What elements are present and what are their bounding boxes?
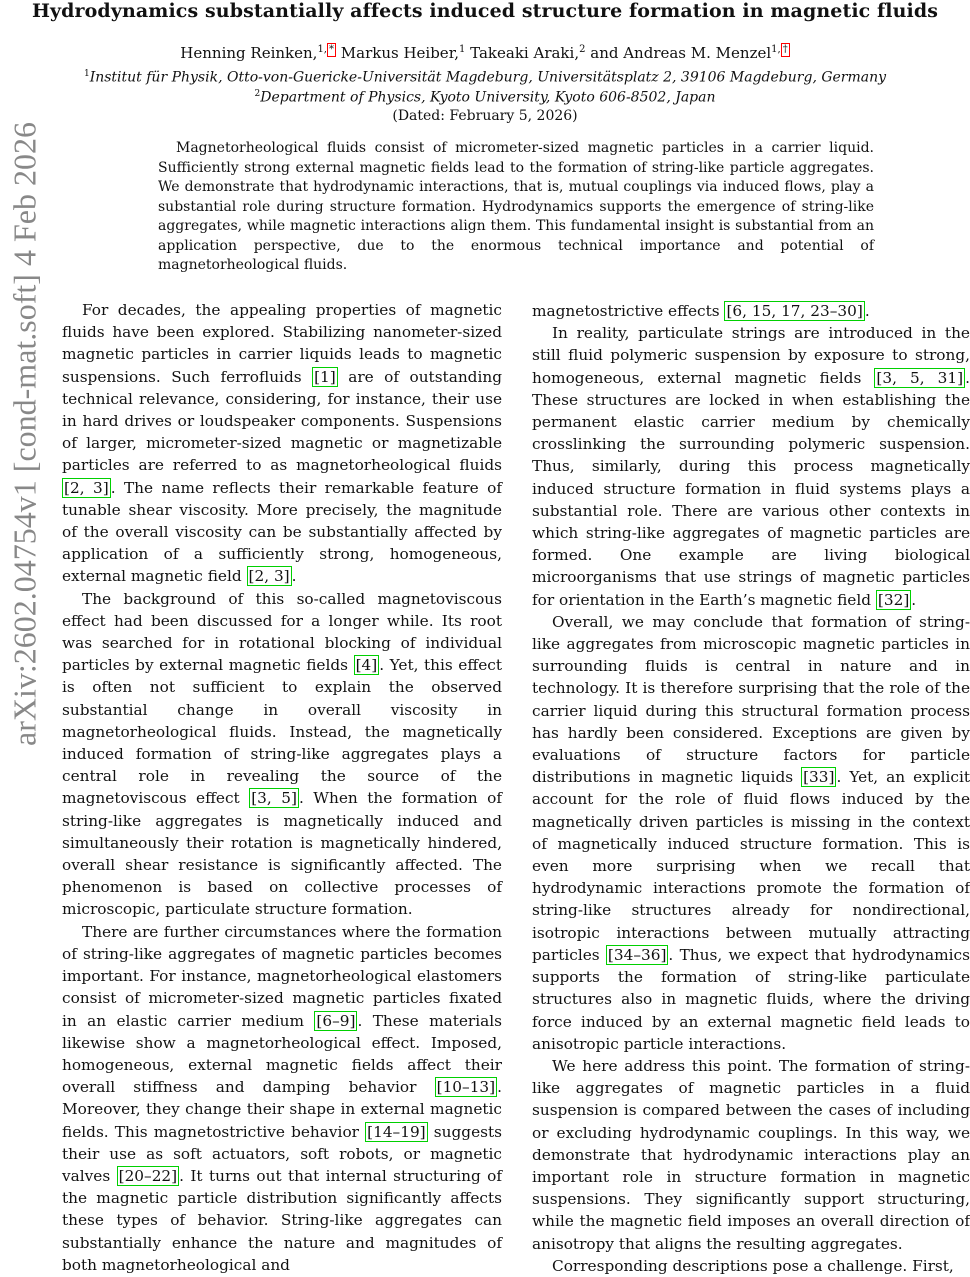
citation-link[interactable]: [20–22] [118, 1166, 178, 1185]
paragraph: For decades, the appealing properties of magnetic fluids have been explored. Stabilizing nanometer-sized magnetic particles in carrier liquids leads to magnetic suspensions. Such ferrofluids [1] are of outstanding technical relevance, considering, for instance, their use in hard drives or loudspeaker components. Suspensions of larger, micrometer-sized magnetic or magnetizable particles are referred to as magnetorheological fluids [2, 3] . The name reflects their remarkable feature of tunable shear viscosity. More precisely, the magnitude of the overall viscosity can be substantially affected by application of a sufficiently strong, homogeneous, external magnetic field [2, 3] . [62, 301, 502, 586]
citation-link[interactable]: [10–13] [436, 1078, 496, 1097]
date-line: (Dated: February 5, 2026) [392, 108, 578, 124]
body-column-left [62, 299, 502, 1276]
author: Henning Reinken,$^{1,}$ * [180, 44, 334, 62]
paragraph: Overall, we may conclude that formation of string-like aggregates from microscopic magnetic particles in surrounding fluids is central in nature and in technology. It is therefore surprising that the role of the carrier liquid during this structural formation process has hardly been considered. Exceptions are given by evaluations of structure factors for particle distributions in magnetic liquids [33] . Yet, an explicit account for the role of fluid flows induced by the magnetically driven particles is missing in the context of magnetically induced structure formation. This is even more surprising when we recall that hydrodynamic interactions promote the formation of string-like structures already for nondirectional, isotropic interactions between mutually attracting particles [34–36] . Thus, we expect that hydrodynamics supports the formation of string-like particulate structures also in magnetic fluids, where the driving force induced by an external magnetic field leads to anisotropic particle interactions. [532, 612, 970, 1053]
citation-link[interactable]: [2, 3] [64, 478, 109, 497]
citation-link[interactable]: [32] [877, 590, 910, 609]
affiliation: $^1$Institut für Physik, Otto-von-Guericke-Universität Magdeburg, Universitätsplatz 2, 39106 Magdeburg, Germany [83, 69, 887, 86]
citation-link[interactable]: [1] [314, 367, 336, 386]
citation-link[interactable]: [3, 5, 31] [876, 368, 964, 387]
paragraph: The background of this so-called magnetoviscous effect had been discussed for a longer while. Its root was searched for in rotational blocking of individual particles by external magnetic fields [4] . Yet, this effect is often not sufficient to explain the observed substantial change in overall viscosity in magnetorheological fluids. Instead, the magnetically induced formation of string-like aggregates plays a central role in revealing the source of the magnetoviscous effect [3, 5] . When the formation of string-like aggregates is magnetically induced and simultaneously their rotation is magnetically hindered, overall shear resistance is significantly affected. The phenomenon is based on collective processes of microscopic, particulate structure formation. [62, 589, 502, 919]
author-list [0, 43, 970, 62]
citation-link[interactable]: [34–36] [607, 945, 667, 964]
paragraph: In reality, particulate strings are introduced in the still fluid polymeric suspension by exposure to strong, homogeneous, external magnetic fields [3, 5, 31] . These structures are locked in when establishing the permanent elastic carrier medium by chemically crosslinking the surrounding polymeric suspension. Thus, similarly, during this process magnetically induced structure formation in fluid systems plays a substantial role. There are various other contexts in which string-like aggregates of magnetic particles are formed. One example are living biological microorganisms that use strings of magnetic particles for orientation in the Earth’s magnetic field [32] . [532, 324, 970, 609]
paragraph: Corresponding descriptions pose a challenge. First, [552, 1256, 954, 1275]
abstract: Magnetorheological fluids consist of micrometer-sized magnetic particles in a carrier liquid. Sufficiently strong external magnetic fields lead to the formation of string-like particle aggregates. We demonstrate that hydrodynamic interactions, that is, mutual couplings via induced flows, play a substantial role during structure formation. Hydrodynamics supports the emergence of string-like aggregates, while magnetic interactions align them. This fundamental insight is substantial from an application perspective, due to the enormous technical importance and potential of magnetorheological fluids. [158, 140, 874, 273]
citation-link[interactable]: [6, 15, 17, 23–30] [726, 302, 863, 320]
citation-link[interactable]: [4] [355, 656, 378, 675]
paper-title: Hydrodynamics substantially affects induced structure formation in magnetic fluids [31, 0, 939, 22]
paragraph: There are further circumstances where the formation of string-like aggregates of magnetic particles becomes important. For instance, magnetorheological elastomers consist of micrometer-sized magnetic particles fixated in an elastic carrier medium [6–9] . These materials likewise show a magnetorheological effect. Imposed, homogeneous, external magnetic fields affect their overall stiffness and damping behavior [10–13] . Moreover, they change their shape in external magnetic fields. This magnetostrictive behavior [14–19] suggests their use as soft actuators, soft robots, or magnetic valves [20–22] . It turns out that internal structuring of the magnetic particle distribution significantly affects these types of behavior. String-like aggregates can substantially enhance the nature and magnitudes of both magnetorheological and [62, 922, 503, 1274]
citation-link[interactable]: [14–19] [367, 1122, 426, 1141]
paragraph: We here address this point. The formation of string-like aggregates of magnetic particles in a fluid suspension is compared between the cases of including or excluding hydrodynamic couplings. In this way, we demonstrate that hydrodynamic interactions play an important role in structure formation in magnetic suspensions. They significantly support structuring, while the magnetic field imposes an overall direction of anisotropy that aligns the resulting aggregates. [532, 1056, 970, 1253]
citation-link[interactable]: [6–9] [316, 1011, 356, 1030]
footnote-link[interactable]: † [782, 44, 788, 55]
citation-link[interactable]: [33] [803, 768, 835, 787]
author: and Andreas M. Menzel$^{1,}$ † [590, 44, 788, 62]
author: Markus Heiber,$^1$ [340, 44, 466, 62]
body-column-right [532, 300, 970, 1277]
footnote-link[interactable]: * [328, 44, 334, 55]
citation-link[interactable]: [2, 3] [248, 567, 290, 586]
citation-link[interactable]: [3, 5] [251, 789, 297, 808]
affiliation: $^2$Department of Physics, Kyoto University, Kyoto 606-8502, Japan [254, 89, 716, 106]
arxiv-identifier: arXiv:2602.04754v1 [cond-mat.soft] 4 Feb 2026 [6, 122, 43, 746]
paragraph: magnetostrictive effects [6, 15, 17, 23–30] . [532, 302, 870, 320]
author: Takeaki Araki,$^2$ [470, 44, 586, 62]
